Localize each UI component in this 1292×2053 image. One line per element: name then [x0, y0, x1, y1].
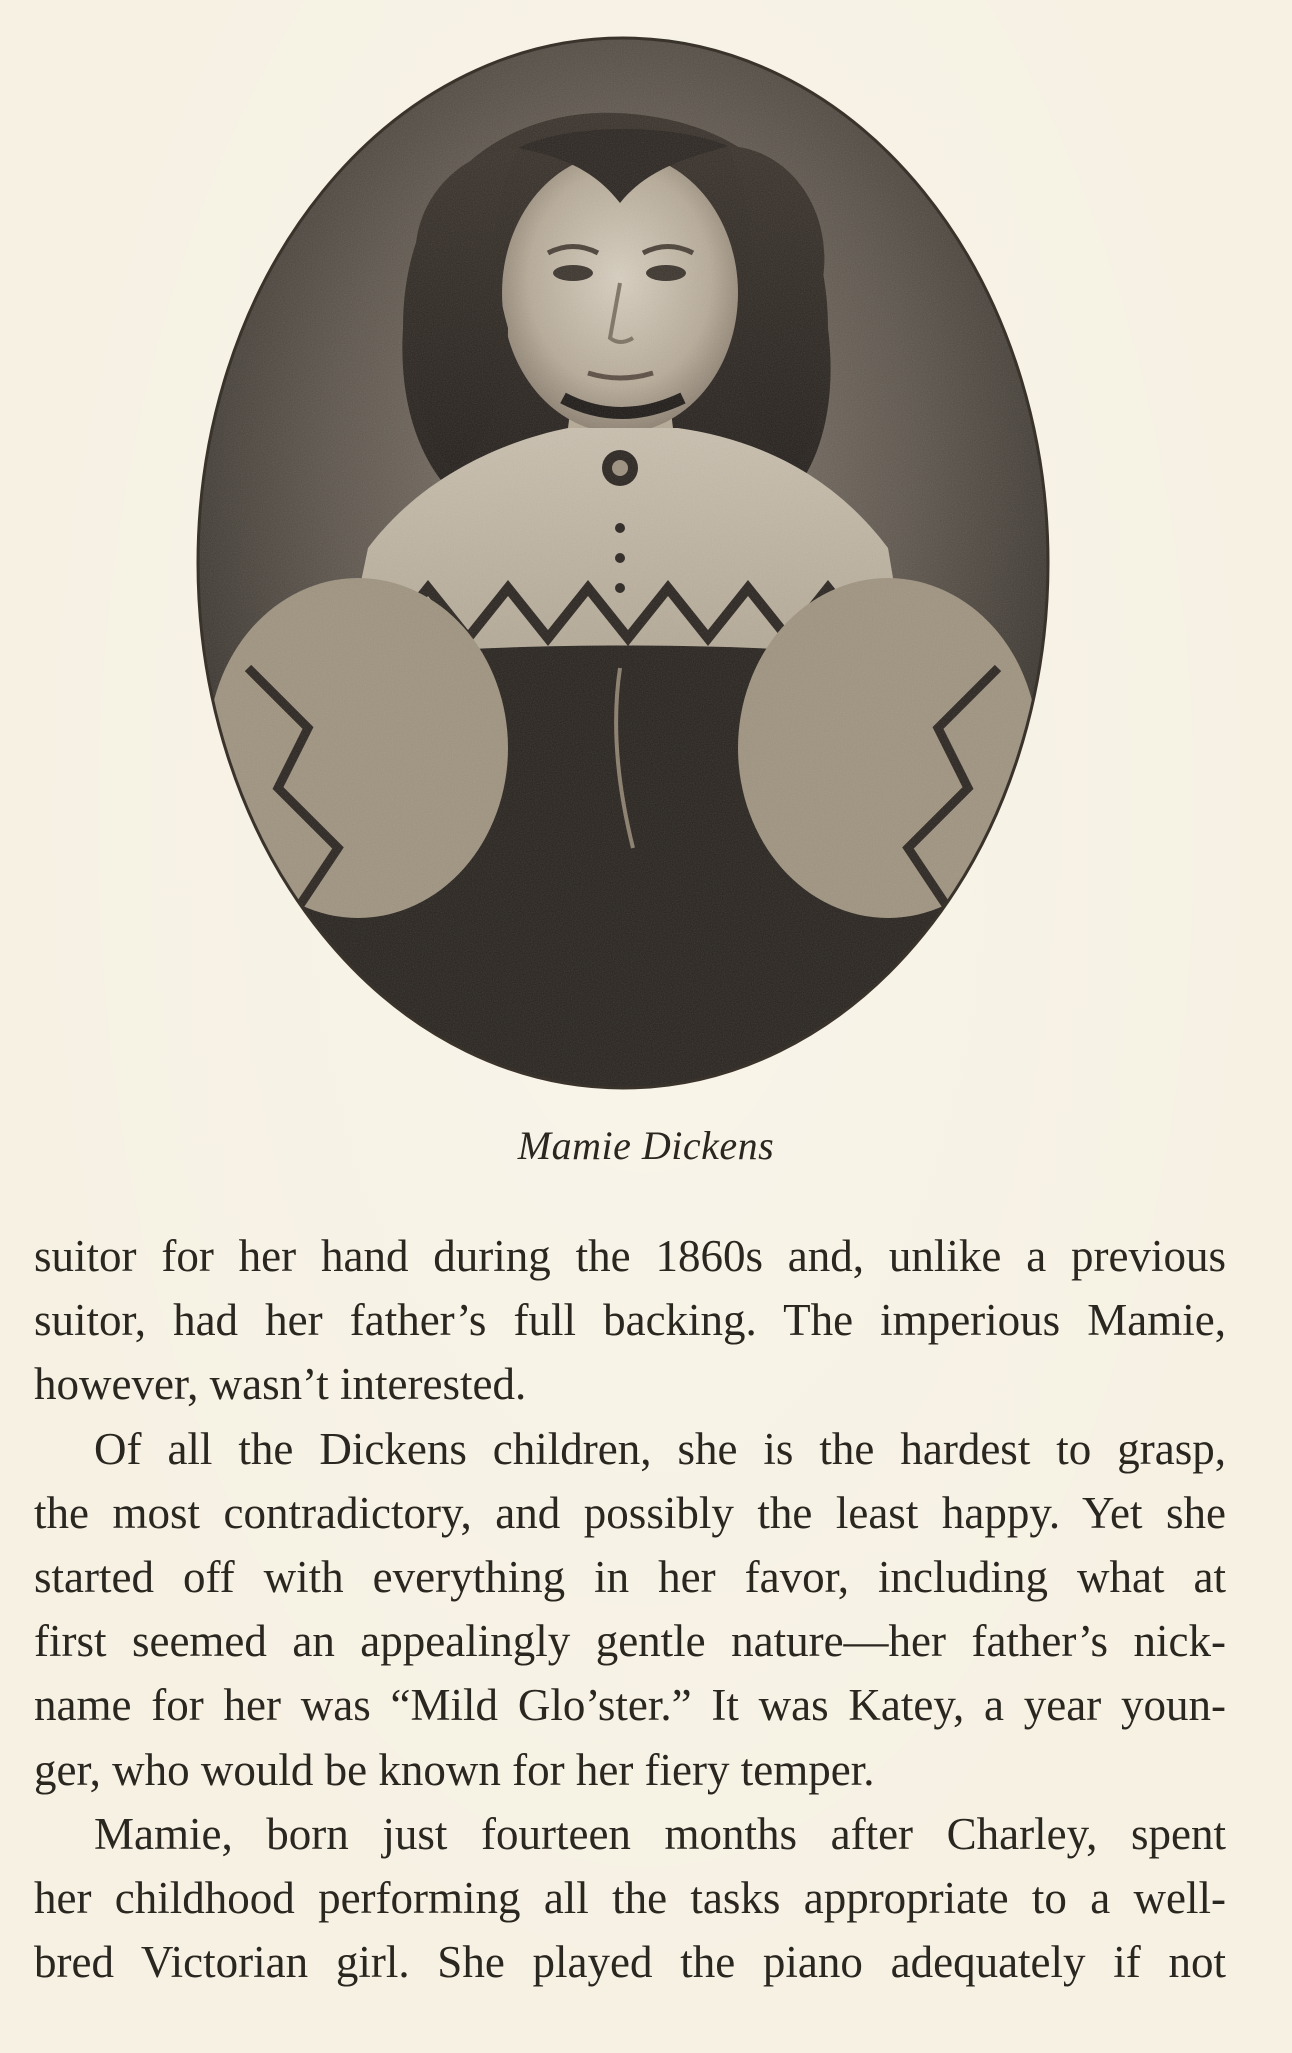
text-line: first seemed an appealingly gentle nature—her father’s nick- — [34, 1616, 1226, 1667]
figure-caption: Mamie Dickens — [517, 1123, 775, 1168]
text-line: however, wasn’t interested. — [34, 1359, 527, 1410]
text-line: bred Victorian girl. She played the piano adequately if not — [34, 1937, 1226, 1988]
text-line: Mamie, born just fourteen months after Charley, spent — [94, 1808, 1226, 1859]
portrait-image — [188, 28, 1058, 1098]
text-line: suitor, had her father’s full backing. The imperious Mamie, — [34, 1295, 1226, 1346]
text-line: her childhood performing all the tasks appropriate to a well- — [34, 1873, 1226, 1924]
body-text — [34, 1224, 1226, 1994]
text-line: ger, who would be known for her fiery temper. — [34, 1744, 875, 1795]
text-line: the most contradictory, and possibly the least happy. Yet she — [34, 1487, 1226, 1538]
text-line: name for her was “Mild Glo’ster.” It was Katey, a year youn- — [34, 1680, 1226, 1731]
portrait-photograph — [188, 28, 1058, 1098]
text-line: suitor for her hand during the 1860s and, unlike a previous — [34, 1231, 1226, 1281]
text-line: started off with everything in her favor, including what at — [34, 1552, 1226, 1603]
text-line: Of all the Dickens children, she is the hardest to grasp, — [94, 1423, 1226, 1474]
